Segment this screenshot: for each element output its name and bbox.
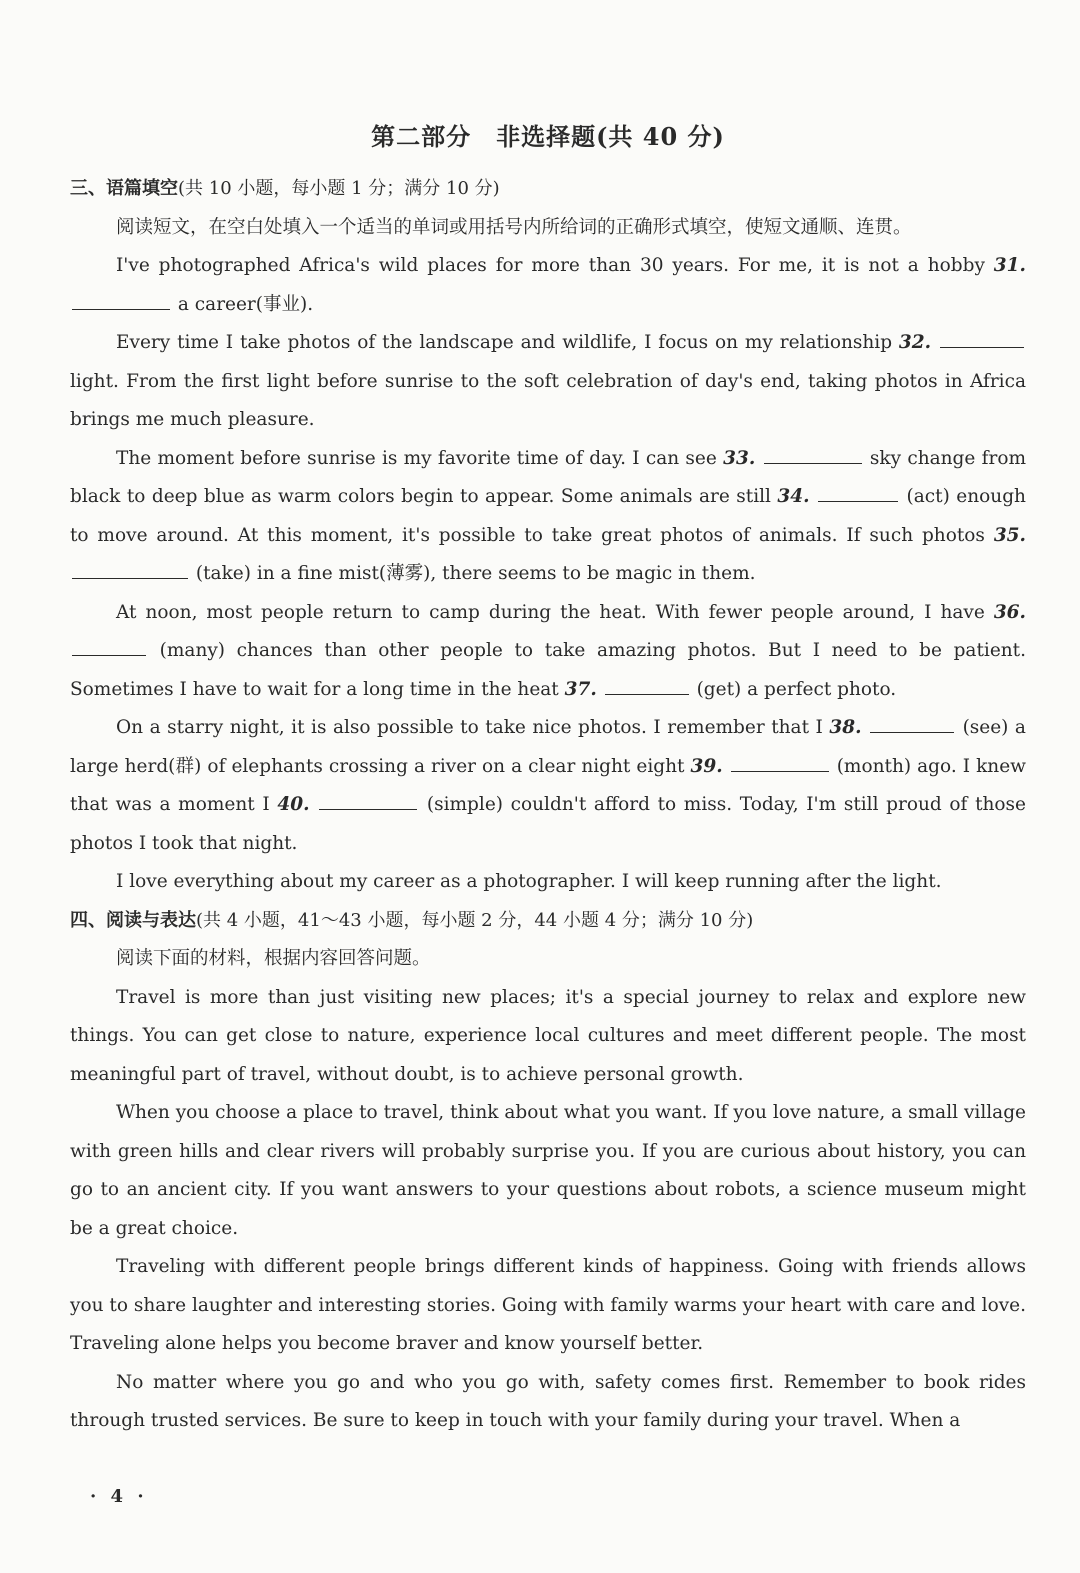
answer-blank-34[interactable] — [818, 481, 898, 502]
s3-p1-text-b: a career(事业). — [177, 293, 314, 315]
s3-p2-text-a: Every time I take photos of the landscape and wildlife, I focus on my relationship — [116, 332, 893, 353]
section3-heading — [70, 170, 1026, 209]
s3-paragraph-5 — [70, 709, 1026, 863]
s3-paragraph-3 — [70, 440, 1026, 594]
s3-p3-text-c: (act) enough to move around. At this moment, it's possible to take great photos of animals. If such photos — [70, 486, 1026, 546]
s3-p4-text-a: At noon, most people return to camp during the heat. With fewer people around, I have — [116, 601, 985, 623]
section3-heading-title: 三、语篇填空 — [70, 178, 178, 199]
question-number-38: 38. — [829, 717, 862, 738]
s4-paragraph-2: When you choose a place to travel, think about what you want. If you love nature, a small village with green hills and clear rivers will probably surprise you. If you are curious about history, you can go to an ancient city. If you want answers to your questions about robots, a science museum might be a great choice. — [70, 1102, 1026, 1239]
section4-heading — [70, 902, 1026, 941]
answer-blank-33[interactable] — [764, 443, 862, 464]
s3-p2-text-b: light. From the first light before sunrise to the soft celebration of day's end, taking photos in Africa brings me much pleasure. — [70, 370, 1026, 430]
answer-blank-36[interactable] — [72, 635, 146, 656]
question-number-31: 31. — [993, 255, 1026, 276]
question-number-36: 36. — [993, 601, 1026, 623]
s3-p4-text-c: (get) a perfect photo. — [696, 678, 897, 700]
s3-p3-text-b: sky change from black to deep blue as warm colors begin to appear. Some animals are still — [70, 447, 1026, 507]
question-number-34: 34. — [777, 486, 810, 507]
answer-blank-31[interactable] — [72, 289, 170, 310]
section3-heading-note: (共 10 小题，每小题 1 分；满分 10 分) — [178, 178, 500, 199]
s3-p5-text-a: On a starry night, it is also possible to take nice photos. I remember that I — [116, 717, 823, 738]
s3-p5-text-c: (month) ago. I knew that was a moment I — [70, 755, 1026, 815]
section4-heading-title: 四、阅读与表达 — [70, 909, 196, 931]
section4-instruction: 阅读下面的材料，根据内容回答问题。 — [116, 948, 431, 969]
s3-p5-text-d: (simple) couldn't afford to miss. Today, I'm still proud of those photos I took that night. — [70, 794, 1026, 854]
section4-heading-note: (共 4 小题，41～43 小题，每小题 2 分，44 小题 4 分；满分 10 分) — [196, 909, 754, 931]
s3-p3-text-d: (take) in a fine mist(薄雾), there seems to be magic in them. — [195, 563, 756, 584]
question-number-33: 33. — [723, 447, 756, 469]
s3-p4-text-b: (many) chances than other people to take amazing photos. But I need to be patient. Sometimes I have to wait for a long time in the heat — [70, 640, 1026, 700]
answer-blank-38[interactable] — [870, 712, 954, 733]
answer-blank-37[interactable] — [605, 674, 689, 695]
question-number-39: 39. — [690, 755, 723, 777]
s3-p3-text-a: The moment before sunrise is my favorite time of day. I can see — [116, 447, 717, 469]
question-number-37: 37. — [564, 678, 597, 700]
section3-instruction: 阅读短文，在空白处填入一个适当的单词或用括号内所给词的正确形式填空，使短文通顺、连贯。 — [116, 216, 912, 238]
answer-blank-40[interactable] — [319, 789, 417, 810]
answer-blank-32[interactable] — [940, 327, 1024, 348]
s3-p5-text-b: (see) a large herd(群) of elephants crossing a river on a clear night eight — [70, 717, 1026, 777]
question-number-40: 40. — [277, 794, 310, 815]
answer-blank-39[interactable] — [731, 751, 829, 772]
s3-p1-text-a: I've photographed Africa's wild places for more than 30 years. For me, it is not a hobby — [116, 255, 985, 276]
s3-paragraph-4 — [70, 594, 1026, 710]
answer-blank-35[interactable] — [72, 558, 188, 579]
s4-paragraph-3: Traveling with different people brings different kinds of happiness. Going with friends allows you to share laughter and interesting stories. Going with family warms your heart with care and love. Traveling alone helps you become braver and know yourself better. — [70, 1256, 1026, 1354]
part-title: 第二部分 非选择题(共 40 分) — [371, 122, 725, 151]
question-number-35: 35. — [993, 524, 1026, 546]
s3-paragraph-2 — [70, 324, 1026, 440]
s4-paragraph-4: No matter where you go and who you go with, safety comes first. Remember to book rides through trusted services. Be sure to keep in touch with your family during your travel. When a — [70, 1371, 1026, 1431]
s3-paragraph-1 — [70, 247, 1026, 324]
question-number-32: 32. — [898, 332, 932, 353]
page-number: · 4 · — [90, 1486, 148, 1507]
s4-paragraph-1: Travel is more than just visiting new places; it's a special journey to relax and explore new things. You can get close to nature, experience local cultures and meet different people. The most meaningful part of travel, without doubt, is to achieve personal growth. — [70, 986, 1026, 1085]
s3-paragraph-6: I love everything about my career as a photographer. I will keep running after the light. — [116, 871, 942, 892]
exam-page — [70, 118, 1026, 1441]
